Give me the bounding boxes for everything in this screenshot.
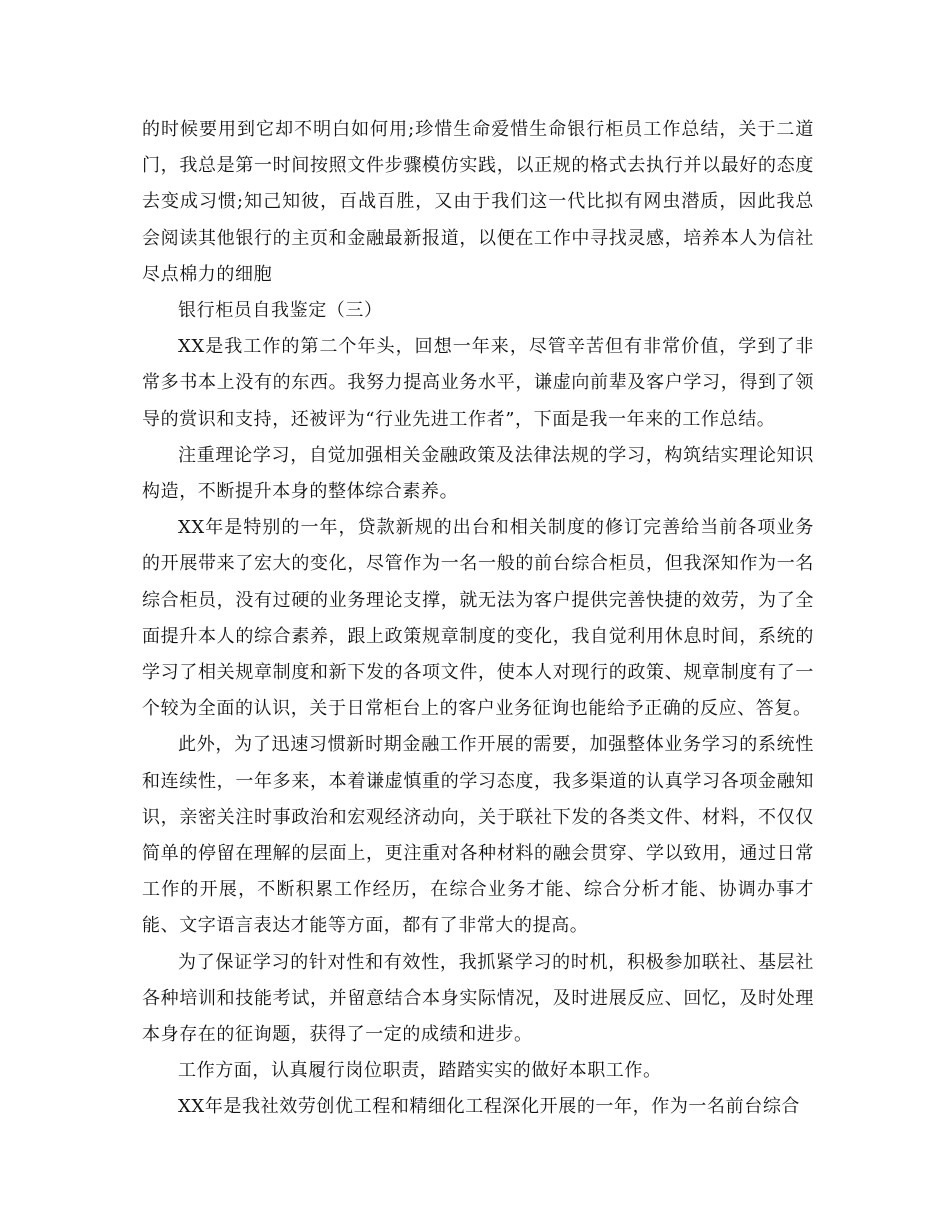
paragraph: 为了保证学习的针对性和有效性，我抓紧学习的时机，积极参加联社、基层社各种培训和技能考试，并留意结合本身实际情况，及时进展反应、回忆，及时处理本身存在的征询题，获得了一定的成绩和进步。 bbox=[142, 951, 814, 1046]
paragraph-continuation: 的时候要用到它却不明白如何用;珍惜生命爱惜生命银行柜员工作总结，关于二道门，我总是第一时间按照文件步骤模仿实践，以正规的格式去执行并以最好的态度去变成习惯;知己知彼，百战百胜，又由于我们这一代比拟有网虫潜质，因此我总会阅读其他银行的主页和金融最新报道，以便在工作中寻找灵感，培养本人为信社尽点棉力的细胞 bbox=[142, 119, 814, 285]
paragraph: 注重理论学习，自觉加强相关金融政策及法律法规的学习，构筑结实理论知识构造，不断提升本身的整体综合素养。 bbox=[142, 444, 814, 503]
paragraph: XX是我工作的第二个年头，回想一年来，尽管辛苦但有非常价值，学到了非常多书本上没有的东西。我努力提高业务水平，谦虚向前辈及客户学习，得到了领导的赏识和支持，还被评为“行业先进工作者”，下面是我一年来的工作总结。 bbox=[142, 336, 814, 430]
document-body bbox=[142, 112, 814, 1126]
paragraph: XX年是特别的一年，贷款新规的出台和相关制度的修订完善给当前各项业务的开展带来了宏大的变化，尽管作为一名一般的前台综合柜员，但我深知作为一名综合柜员，没有过硬的业务理论支撑，就无法为客户提供完善快捷的效劳，为了全面提升本人的综合素养，跟上政策规章制度的变化，我自觉利用休息时间，系统的学习了相关规章制度和新下发的各项文件，使本人对现行的政策、规章制度有了一个较为全面的认识，关于日常柜台上的客户业务征询也能给予正确的反应、答复。 bbox=[142, 517, 814, 720]
paragraph: 工作方面，认真履行岗位职责，踏踏实实的做好本职工作。 bbox=[178, 1060, 662, 1082]
section-heading: 银行柜员自我鉴定（三） bbox=[178, 300, 383, 322]
paragraph: 此外，为了迅速习惯新时期金融工作开展的需要，加强整体业务学习的系统性和连续性，一年多来，本着谦虚慎重的学习态度，我多渠道的认真学习各项金融知识，亲密关注时事政治和宏观经济动向，关于联社下发的各类文件、材料，不仅仅简单的停留在理解的层面上，更注重对各种材料的融会贯穿、学以致用，通过日常工作的开展，不断积累工作经历，在综合业务才能、综合分析才能、协调办事才能、文字语言表达才能等方面，都有了非常大的提高。 bbox=[142, 734, 814, 937]
paragraph: XX年是我社效劳创优工程和精细化工程深化开展的一年，作为一名前台综合 bbox=[178, 1096, 801, 1118]
